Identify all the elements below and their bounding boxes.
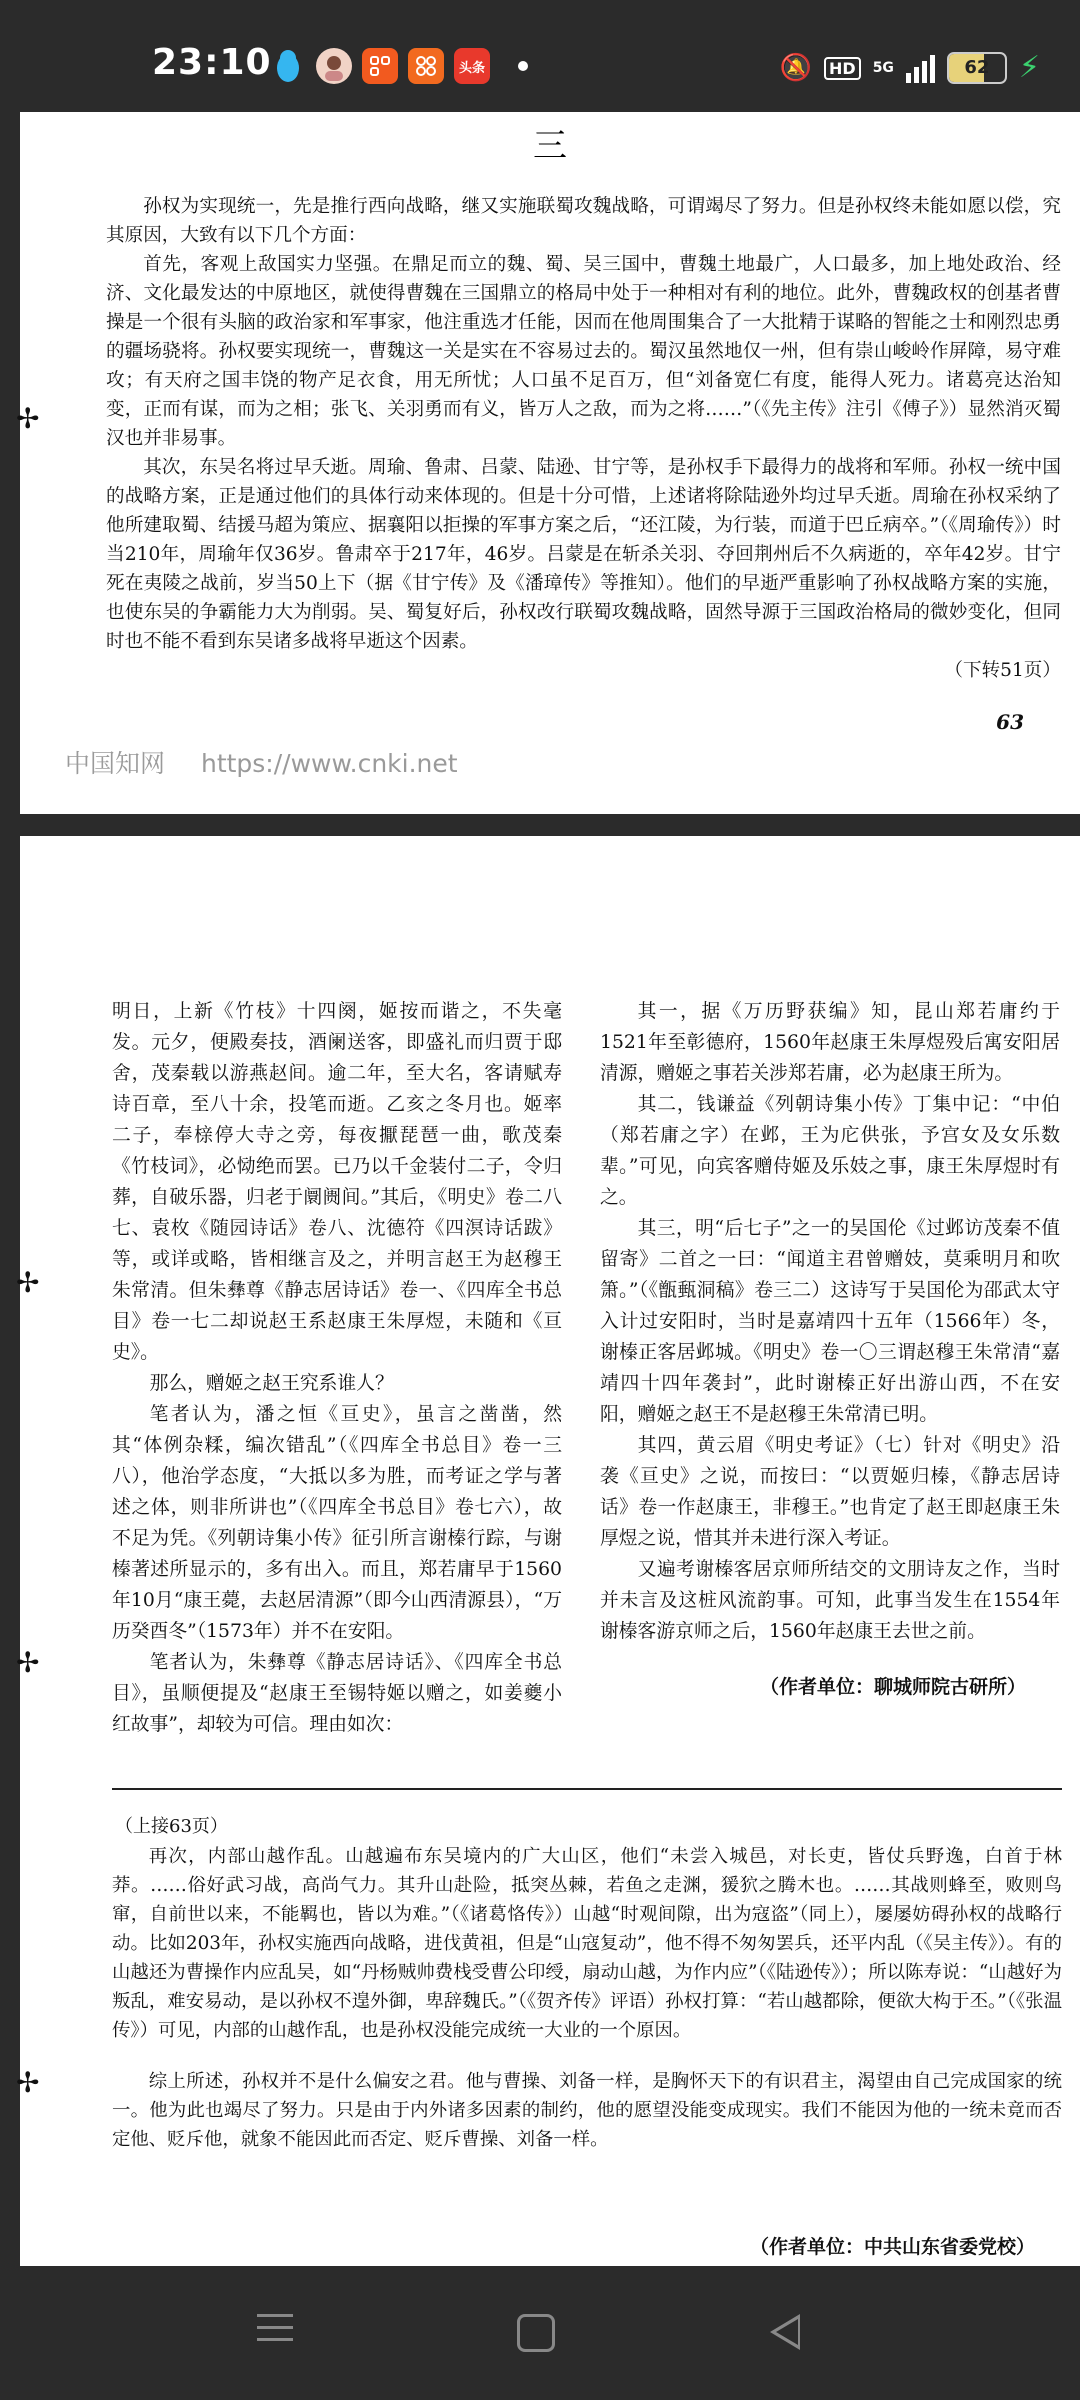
qq-penguin-icon bbox=[270, 48, 306, 84]
toutiao-icon: 头条 bbox=[454, 48, 490, 84]
scan-margin-mark: ✢ bbox=[16, 2066, 40, 2099]
bottom-body bbox=[112, 1842, 1062, 2154]
status-time: 23:10 bbox=[152, 42, 272, 83]
charging-icon: ⚡ bbox=[1018, 50, 1040, 85]
recent-apps-button[interactable] bbox=[257, 2314, 293, 2350]
mute-icon: 🔕 bbox=[779, 53, 813, 83]
right-column bbox=[600, 996, 1060, 1647]
app-icon-1 bbox=[362, 48, 398, 84]
paragraph: 笔者认为，潘之恒《亘史》，虽言之凿凿，然其“体例杂糅，编次错乱”（《四库全书总目》卷一三八），他治学态度，“大抵以多为胜，而考证之学与著述之体，则非所讲也”（《四库全书总目》卷七六），故不足为凭。《列朝诗集小传》征引所言谢榛行踪，与谢榛著述所显示的，多有出入。而且，郑若庸早于1560年10月“康王薨，去赵居清源”（即今山西清源县），“万历癸酉冬”（1573年）并不在安阳。 bbox=[112, 1404, 562, 1642]
paragraph: 孙权为实现统一，先是推行西向战略，继又实施联蜀攻魏战略，可谓竭尽了努力。但是孙权终未能如愿以偿，究其原因，大致有以下几个方面： bbox=[106, 196, 1061, 246]
paragraph: 笔者认为，朱彝尊《静志居诗话》、《四库全书总目》，虽顺便提及“赵康王至锡特姬以赠之，如姜夔小红故事”，却较为可信。理由如次： bbox=[112, 1652, 562, 1735]
notification-icons bbox=[270, 48, 528, 84]
paragraph: 其四，黄云眉《明史考证》（七）针对《明史》沿袭《亘史》之说，而按曰：“以贾姬归榛，《静志居诗话》卷一作赵康王，非穆王。”也肯定了赵王即赵康王朱厚煜之说，惜其并未进行深入考证。 bbox=[600, 1435, 1060, 1549]
paragraph: 那么，赠姬之赵王究系谁人？ bbox=[149, 1373, 394, 1394]
paragraph: 其二，钱谦益《列朝诗集小传》丁集中记：“中伯（郑若庸之字）在邺，王为庀供张，予宫女及女乐数辈。”可见，向宾客赠侍姬及乐妓之事，康王朱厚煜时有之。 bbox=[600, 1094, 1060, 1208]
page1-body bbox=[106, 192, 1061, 685]
network-type: 5G bbox=[872, 60, 894, 76]
more-notifications-dot bbox=[518, 61, 528, 71]
battery-percent: 62 bbox=[964, 57, 990, 78]
paragraph: 又遍考谢榛客居京师所结交的文朋诗友之作，当时并未言及这桩风流韵事。可知，此事当发生在1554年谢榛客游京师之后，1560年赵康王去世之前。 bbox=[600, 1559, 1060, 1642]
status-bar bbox=[0, 0, 1080, 110]
section-title: 三 bbox=[533, 126, 567, 166]
continued-from-note: （上接63页） bbox=[115, 1816, 228, 1837]
back-button[interactable] bbox=[770, 2314, 800, 2350]
app-icon-2 bbox=[408, 48, 444, 84]
navigation-bar bbox=[0, 2268, 1080, 2400]
paragraph: 其三，明“后七子”之一的吴国伦《过邺访茂秦不值留寄》二首之一曰：“闻道主君曾赠妓，莫乘明月和吹箫。”（《甑甀洞稿》卷三二）这诗写于吴国伦为邵武太守入计过安阳时，当时是嘉靖四十五年（1566年）冬，谢榛正客居邺城。《明史》卷一〇三谓赵穆王朱常清“嘉靖四十四年袭封”，此时谢榛正好出游山西，不在安阳，赠姬之赵王不是赵穆王朱常清已明。 bbox=[600, 1218, 1060, 1425]
document-page-63[interactable] bbox=[16, 112, 1080, 814]
battery-icon bbox=[947, 52, 1007, 84]
paragraph: 明日，上新《竹枝》十四阕，姬按而谐之，不失毫发。元夕，便殿奏技，酒阑送客，即盛礼而归贾于邸舍，茂秦载以游燕赵间。逾二年，至大名，客请赋寿诗百章，至八十余，投笔而逝。乙亥之冬月也。姬率二子，奉榇停大寺之旁，每夜擫琵琶一曲，歌茂秦《竹枝词》，必恸绝而罢。已乃以千金装付二子，令归葬，自破乐器，归老于阛阓间。”其后，《明史》卷二八七、袁枚《随园诗话》卷八、沈德符《四溟诗话跋》等，或详或略，皆相继言及之，并明言赵王为赵穆王朱常清。但朱彝尊《静志居诗话》卷一、《四库全书总目》卷一七二却说赵王系赵康王朱厚煜，未随和《亘史》。 bbox=[112, 1001, 562, 1363]
cnki-watermark bbox=[65, 744, 458, 780]
paragraph: 综上所述，孙权并不是什么偏安之君。他与曹操、刘备一样，是胸怀天下的有识君主，渴望由自己完成国家的统一。他为此也竭尽了努力。只是由于内外诸多因素的制约，他的愿望没能变成现实。我们不能因为他的一统未竟而否定他、贬斥他，就象不能因此而否定、贬斥曹操、刘备一样。 bbox=[112, 2071, 1062, 2150]
continued-note: （下转51页） bbox=[944, 660, 1061, 681]
paragraph: 再次，内部山越作乱。山越遍布东吴境内的广大山区，他们“未尝入城邑，对长吏，皆仗兵野逸，白首于林莽。……俗好武习战，高尚气力。其升山赴险，抵突丛棘，若鱼之走渊，猨狖之腾木也。……其战则蜂至，败则鸟窜，自前世以来，不能羁也，皆以为难。”（《诸葛恪传》）山越“时观间隙，出为寇盗”（同上），屡屡妨碍孙权的战略行动。比如203年，孙权实施西向战略，进伐黄祖，但是“山寇复动”，他不得不匆匆罢兵，还平内乱（《吴主传》）。有的山越还为曹操作内应乱吴，如“丹杨贼帅费栈受曹公印绶，扇动山越，为作内应”（《陆逊传》）；所以陈寿说：“山越好为叛乱，难安易动，是以孙权不遑外御，卑辞魏氏。”（《贺齐传》评语）孙权打算：“若山越都除，便欲大构于丕。”（《张温传》）可见，内部的山越作乱，也是孙权没能完成统一大业的一个原因。 bbox=[112, 1846, 1062, 2041]
watermark-name: 中国知网 bbox=[65, 749, 166, 778]
document-page-next[interactable] bbox=[16, 836, 1080, 2266]
paragraph: 其次，东吴名将过早夭逝。周瑜、鲁肃、吕蒙、陆逊、甘宁等，是孙权手下最得力的战将和军师。孙权一统中国的战略方案，正是通过他们的具体行动来体现的。但是十分可惜，上述诸将除陆逊外均过早夭逝。周瑜在孙权采纳了他所建取蜀、结援马超为策应、据襄阳以拒操的军事方案之后，“还江陵，为行装，而道于巴丘病卒。”（《周瑜传》）时当210年，周瑜年仅36岁。鲁肃卒于217年，46岁。吕蒙是在斩杀关羽、夺回荆州后不久病逝的，卒年42岁。甘宁死在夷陵之战前，岁当50上下（据《甘宁传》及《潘璋传》等推知）。他们的早逝严重影响了孙权战略方案的实施，也使东吴的争霸能力大为削弱。吴、蜀复好后，孙权改行联蜀攻魏战略，固然导源于三国政治格局的微妙变化，但同时也不能不看到东吴诸多战将早逝这个因素。 bbox=[106, 457, 1061, 652]
paragraph: 首先，客观上敌国实力坚强。在鼎足而立的魏、蜀、吴三国中，曹魏土地最广，人口最多，加上地处政治、经济、文化最发达的中原地区，就使得曹魏在三国鼎立的格局中处于一种相对有利的地位。此外，曹魏政权的创基者曹操是一个很有头脑的政治家和军事家，他注重选才任能，因而在他周围集合了一大批精于谋略的智能之士和刚烈忠勇的疆场骁将。孙权要实现统一，曹魏这一关是实在不容易过去的。蜀汉虽然地仅一州，但有崇山峻岭作屏障，易守难攻；有天府之国丰饶的物产足衣食，用无所忧；人口虽不足百万，但“刘备宽仁有度，能得人死力。诸葛亮达治知变，正而有谋，而为之相；张飞、关羽勇而有义，皆万人之敌，而为之将……”（《先主传》注引《傅子》）显然消灭蜀汉也并非易事。 bbox=[106, 254, 1061, 449]
signal-icon bbox=[906, 53, 935, 83]
scan-margin-mark: ✢ bbox=[16, 1646, 40, 1679]
scan-margin-mark: ✢ bbox=[16, 1266, 40, 1299]
avatar-icon bbox=[316, 48, 352, 84]
system-status bbox=[780, 52, 1040, 84]
watermark-url: https://www.cnki.net bbox=[200, 749, 458, 778]
divider-line bbox=[112, 1788, 1062, 1790]
page-number: 63 bbox=[996, 710, 1024, 734]
author-affiliation-bottom: （作者单位：中共山东省委党校） bbox=[750, 2236, 1036, 2258]
scan-margin-mark: ✢ bbox=[16, 402, 40, 435]
home-button[interactable] bbox=[517, 2314, 555, 2352]
paragraph: 其一，据《万历野获编》知，昆山郑若庸约于1521年至彰德府，1560年赵康王朱厚煜殁后寓安阳居清源，赠姬之事若关涉郑若庸，必为赵康王所为。 bbox=[600, 1001, 1060, 1084]
author-affiliation-right: （作者单位：聊城师院古研所） bbox=[760, 1676, 1027, 1698]
left-column bbox=[112, 996, 562, 1740]
hd-badge: HD bbox=[824, 57, 861, 80]
